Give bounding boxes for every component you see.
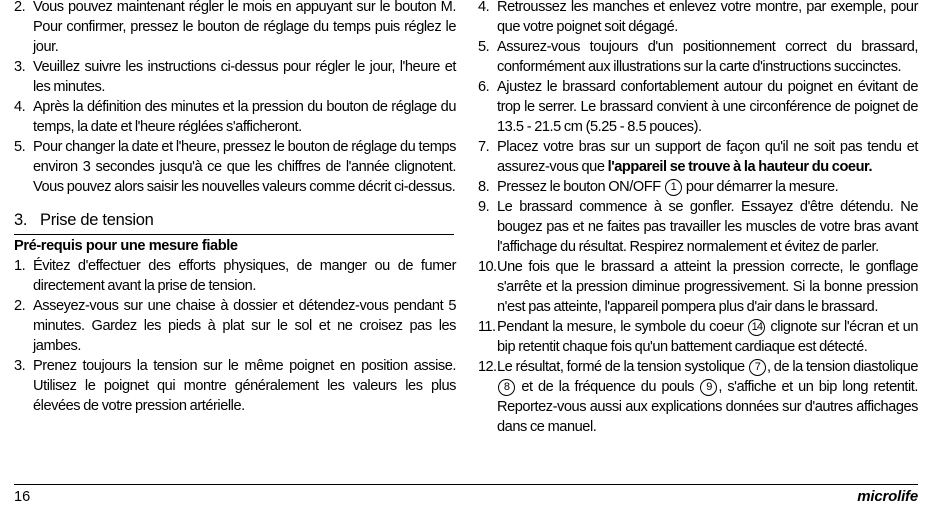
- reference-number-badge: 8: [498, 379, 515, 396]
- item-text: Vous pouvez maintenant régler le mois en appuyant sur le bouton M. Pour confirmer, pressez le bouton de réglage du temps puis réglez le jour.: [33, 0, 456, 55]
- section-number: 3.: [14, 211, 28, 229]
- list-item: [478, 197, 918, 257]
- item-number: 2.: [14, 0, 26, 15]
- item-text: Prenez toujours la tension sur le même poignet en position assise. Utilisez le poignet qui montre généralement les valeurs les plus élevées de votre pression artérielle.: [33, 358, 456, 414]
- item-text: Le résultat, formé de la tension systolique: [497, 359, 748, 375]
- left-column: [14, 0, 456, 416]
- list-item: [14, 0, 456, 57]
- item-text: Retroussez les manches et enlevez votre montre, par exemple, pour que votre poignet soit dégagé.: [497, 0, 918, 35]
- list-item: [478, 77, 918, 137]
- item-number: 2.: [14, 298, 26, 314]
- item-text: , de la tension diastolique: [766, 359, 918, 375]
- item-text: Pendant la mesure, le symbole du coeur: [497, 319, 748, 335]
- section-heading: [14, 209, 454, 235]
- list-item: [478, 357, 918, 437]
- item-text: Le brassard commence à se gonfler. Essayez d'être détendu. Ne bougez pas et ne faites pas travailler les muscles de votre bras avant l'affichage du résultat. Respirez normalement et évitez de parler.: [497, 199, 918, 255]
- list-item: [14, 356, 456, 416]
- item-text: Ajustez le brassard confortablement autour du poignet en évitant de trop le serrer. Le brassard convient à une circonférence de poignet de 13.5 - 21.5 cm (5.25 - 8.5 pouces).: [497, 79, 918, 135]
- item-number: 11.: [478, 319, 496, 335]
- item-number: 4.: [478, 0, 490, 15]
- item-text: Assurez-vous toujours d'un positionnement correct du brassard, conformément aux illustrations sur la carte d'instructions succinctes.: [497, 39, 918, 75]
- item-text: Veuillez suivre les instructions ci-dessus pour régler le jour, l'heure et les minutes.: [33, 59, 456, 95]
- item-number: 3.: [14, 358, 26, 374]
- list-item: [478, 257, 918, 317]
- item-text: Une fois que le brassard a atteint la pression correcte, le gonflage s'arrête et la pression diminue progressivement. Si la bonne pression n'est pas atteinte, l'appareil pompera plus d'air dans le brassard.: [497, 259, 918, 315]
- item-number: 5.: [478, 39, 490, 55]
- item-text: clignote sur l'écran et un bip retentit chaque fois qu'un battement cardiaque est détecté.: [497, 319, 919, 355]
- item-text: et de la fréquence du pouls: [516, 379, 700, 395]
- reference-number-badge: 1: [665, 179, 682, 196]
- item-text: Évitez d'effectuer des efforts physiques, de manger ou de fumer directement avant la prise de tension.: [33, 258, 456, 294]
- list-item: [478, 0, 918, 37]
- footer-divider: [14, 484, 918, 485]
- item-number: 10.: [478, 259, 497, 275]
- item-number: 3.: [14, 59, 26, 75]
- item-number: 12.: [478, 359, 497, 375]
- list-item: [478, 317, 918, 357]
- list-item: [14, 97, 456, 137]
- brand-logo: microlife: [857, 488, 918, 505]
- reference-number-badge: 14: [748, 319, 765, 336]
- item-number: 1.: [14, 258, 26, 274]
- right-column: [478, 0, 918, 437]
- list-item: [14, 57, 456, 97]
- item-number: 5.: [14, 139, 26, 155]
- item-number: 4.: [14, 99, 26, 115]
- list-item: [14, 137, 456, 197]
- list-item: [478, 177, 918, 197]
- item-text-bold: l'appareil se trouve à la hauteur du coeur.: [607, 159, 873, 175]
- item-text: Après la définition des minutes et la pression du bouton de réglage du temps, la date et l'heure réglées s'afficheront.: [33, 99, 456, 135]
- list-item: [14, 296, 456, 356]
- item-text: , s'affiche et un bip long retentit. Reportez-vous aussi aux explications données sur d'autres affichages dans ce manuel.: [497, 379, 919, 435]
- item-number: 8.: [478, 179, 490, 195]
- reference-number-badge: 9: [700, 379, 717, 396]
- item-text: Pressez le bouton ON/OFF: [497, 179, 664, 195]
- list-item: [478, 137, 918, 177]
- item-text: Placez votre bras sur un support de façon qu'il ne soit pas tendu et assurez-vous que: [497, 139, 918, 175]
- reference-number-badge: 7: [749, 359, 766, 376]
- list-item: [14, 256, 456, 296]
- subheading: Pré-requis pour une mesure fiable: [14, 238, 238, 254]
- item-text: Pour changer la date et l'heure, pressez le bouton de réglage du temps environ 3 secondes jusqu'à ce que les chiffres de l'année clignotent. Vous pouvez alors saisir les nouvelles valeurs comme décrit ci-dessus.: [33, 139, 456, 195]
- page-number: 16: [14, 489, 31, 505]
- item-number: 9.: [478, 199, 490, 215]
- list-item: [478, 37, 918, 77]
- item-text: pour démarrer la mesure.: [682, 179, 839, 195]
- item-number: 7.: [478, 139, 490, 155]
- item-text: Asseyez-vous sur une chaise à dossier et détendez-vous pendant 5 minutes. Gardez les pieds à plat sur le sol et ne croisez pas les jambes.: [33, 298, 456, 354]
- section-title: Prise de tension: [40, 211, 154, 229]
- item-number: 6.: [478, 79, 490, 95]
